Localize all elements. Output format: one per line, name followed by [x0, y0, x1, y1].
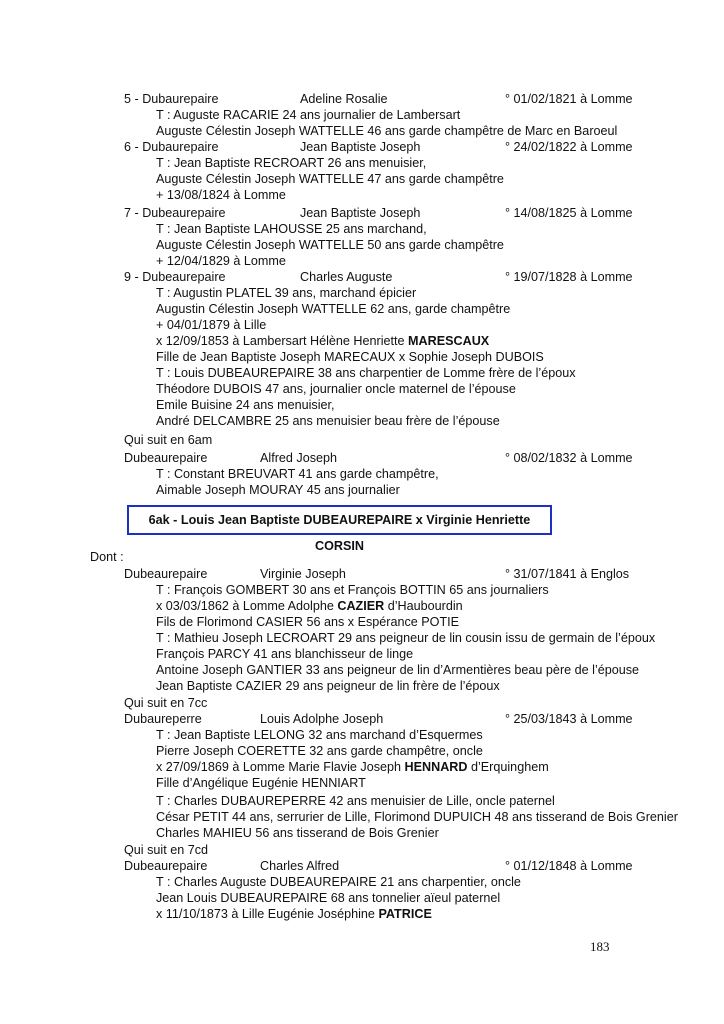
entry-text: Antoine Joseph GANTIER 33 ans peigneur de lin d’Armentières beau père de l’épouse [156, 663, 640, 677]
entry-given-names: Adeline Rosalie [300, 92, 388, 106]
follow-up-note: Qui suit en 6am [124, 433, 213, 447]
entry-heading [124, 858, 633, 874]
marriage-line [156, 906, 432, 922]
entry-given-names: Louis Adolphe Joseph [260, 712, 384, 726]
entry-text: T : Louis DUBEAUREPAIRE 38 ans charpentier de Lomme frère de l’époux [156, 366, 576, 380]
entry-text: Théodore DUBOIS 47 ans, journalier oncle maternel de l’épouse [156, 382, 516, 396]
entry-ref: Dubeaurepaire [124, 567, 208, 581]
entry-text: Jean Louis DUBEAUREPAIRE 68 ans tonnelier aïeul paternel [156, 891, 501, 905]
entry-ref: 6 - Dubaurepaire [124, 140, 219, 154]
marriage-text: x 12/09/1853 à Lambersart Hélène Henriette [156, 334, 409, 348]
entry-birth: ° 14/08/1825 à Lomme [505, 206, 633, 220]
entry-text: + 13/08/1824 à Lomme [156, 188, 286, 202]
entry-text: César PETIT 44 ans, serrurier de Lille, Florimond DUPUICH 48 ans tisserand de Bois Grenier [156, 810, 678, 824]
marriage-line [156, 333, 489, 349]
follow-up-note: Qui suit en 7cc [124, 696, 208, 710]
entry-birth: ° 25/03/1843 à Lomme [505, 712, 633, 726]
entry-text: T : Charles Auguste DUBEAUREPAIRE 21 ans charpentier, oncle [156, 875, 521, 889]
entry-heading [124, 450, 633, 466]
marriage-text: x 27/09/1869 à Lomme Marie Flavie Joseph [156, 760, 405, 774]
marriage-text: x 03/03/1862 à Lomme Adolphe [156, 599, 338, 613]
marriage-line [156, 598, 463, 614]
entry-ref: 9 - Dubeaurepaire [124, 270, 226, 284]
marriage-line [156, 759, 549, 775]
entry-ref: 7 - Dubeaurepaire [124, 206, 226, 220]
entry-heading [124, 205, 633, 221]
entry-text: Aimable Joseph MOURAY 45 ans journalier [156, 483, 400, 497]
entry-heading [124, 711, 633, 727]
entry-text: Pierre Joseph COERETTE 32 ans garde champêtre, oncle [156, 744, 483, 758]
dont-label: Dont : [90, 550, 124, 564]
entry-heading [124, 91, 633, 107]
entry-heading [124, 269, 633, 285]
entry-ref: Dubeaurepaire [124, 451, 208, 465]
entry-text: T : Constant BREUVART 41 ans garde champêtre, [156, 467, 439, 481]
entry-birth: ° 08/02/1832 à Lomme [505, 451, 633, 465]
entry-text: Fille de Jean Baptiste Joseph MARECAUX x Sophie Joseph DUBOIS [156, 350, 544, 364]
entry-text: T : Jean Baptiste LAHOUSSE 25 ans marchand, [156, 222, 427, 236]
entry-text: T : Jean Baptiste RECROART 26 ans menuisier, [156, 156, 427, 170]
entry-text: T : François GOMBERT 30 ans et François BOTTIN 65 ans journaliers [156, 583, 549, 597]
entry-text: T : Augustin PLATEL 39 ans, marchand épicier [156, 286, 417, 300]
entry-heading [124, 139, 633, 155]
entry-text: T : Jean Baptiste LELONG 32 ans marchand d’Esquermes [156, 728, 483, 742]
entry-text: Auguste Célestin Joseph WATTELLE 46 ans garde champêtre de Marc en Baroeul [156, 124, 618, 138]
spouse-surname: CAZIER [337, 599, 385, 613]
entry-text: Fils de Florimond CASIER 56 ans x Espérance POTIE [156, 615, 460, 629]
entry-birth: ° 24/02/1822 à Lomme [505, 140, 633, 154]
entry-ref: Dubeaurepaire [124, 859, 208, 873]
entry-birth: ° 01/02/1821 à Lomme [505, 92, 633, 106]
entry-text: T : Auguste RACARIE 24 ans journalier de Lambersart [156, 108, 461, 122]
entry-given-names: Charles Auguste [300, 270, 393, 284]
entry-ref: Dubaureperre [124, 712, 202, 726]
entry-text: Jean Baptiste CAZIER 29 ans peigneur de lin frère de l’époux [156, 679, 500, 693]
entry-birth: ° 01/12/1848 à Lomme [505, 859, 633, 873]
entry-text: T : Mathieu Joseph LECROART 29 ans peigneur de lin cousin issu de germain de l’époux [156, 631, 656, 645]
entry-text: Auguste Célestin Joseph WATTELLE 50 ans garde champêtre [156, 238, 504, 252]
entry-birth: ° 31/07/1841 à Englos [505, 567, 630, 581]
spouse-surname: PATRICE [378, 907, 432, 921]
entry-given-names: Virginie Joseph [260, 567, 346, 581]
entry-text: Emile Buisine 24 ans menuisier, [156, 398, 335, 412]
entry-given-names: Jean Baptiste Joseph [300, 206, 421, 220]
entry-text: François PARCY 41 ans blanchisseur de linge [156, 647, 414, 661]
spouse-surname: HENNARD [404, 760, 468, 774]
spouse-surname: MARESCAUX [408, 334, 490, 348]
entry-text: Auguste Célestin Joseph WATTELLE 47 ans garde champêtre [156, 172, 504, 186]
follow-up-note: Qui suit en 7cd [124, 843, 209, 857]
entry-text: T : Charles DUBAUREPERRE 42 ans menuisier de Lille, oncle paternel [156, 794, 555, 808]
entry-text: Augustin Célestin Joseph WATTELLE 62 ans, garde champêtre [156, 302, 511, 316]
entry-given-names: Alfred Joseph [260, 451, 338, 465]
entry-text: Fille d’Angélique Eugénie HENNIART [156, 776, 366, 790]
marriage-text: x 11/10/1873 à Lille Eugénie Joséphine [156, 907, 379, 921]
page-number: 183 [590, 939, 610, 954]
entry-text: + 04/01/1879 à Lille [156, 318, 267, 332]
entry-ref: 5 - Dubaurepaire [124, 92, 219, 106]
marriage-origin: d’Erquinghem [467, 760, 549, 774]
marriage-origin: d’Haubourdin [384, 599, 463, 613]
entry-birth: ° 19/07/1828 à Lomme [505, 270, 633, 284]
entry-text: Charles MAHIEU 56 ans tisserand de Bois Grenier [156, 826, 439, 840]
entry-text: André DELCAMBRE 25 ans menuisier beau frère de l’épouse [156, 414, 500, 428]
entry-given-names: Charles Alfred [260, 859, 340, 873]
entry-heading [124, 566, 630, 582]
entry-text: + 12/04/1829 à Lomme [156, 254, 286, 268]
section-title: 6ak - Louis Jean Baptiste DUBEAUREPAIRE x Virginie Henriette CORSIN [127, 505, 552, 535]
entry-given-names: Jean Baptiste Joseph [300, 140, 421, 154]
